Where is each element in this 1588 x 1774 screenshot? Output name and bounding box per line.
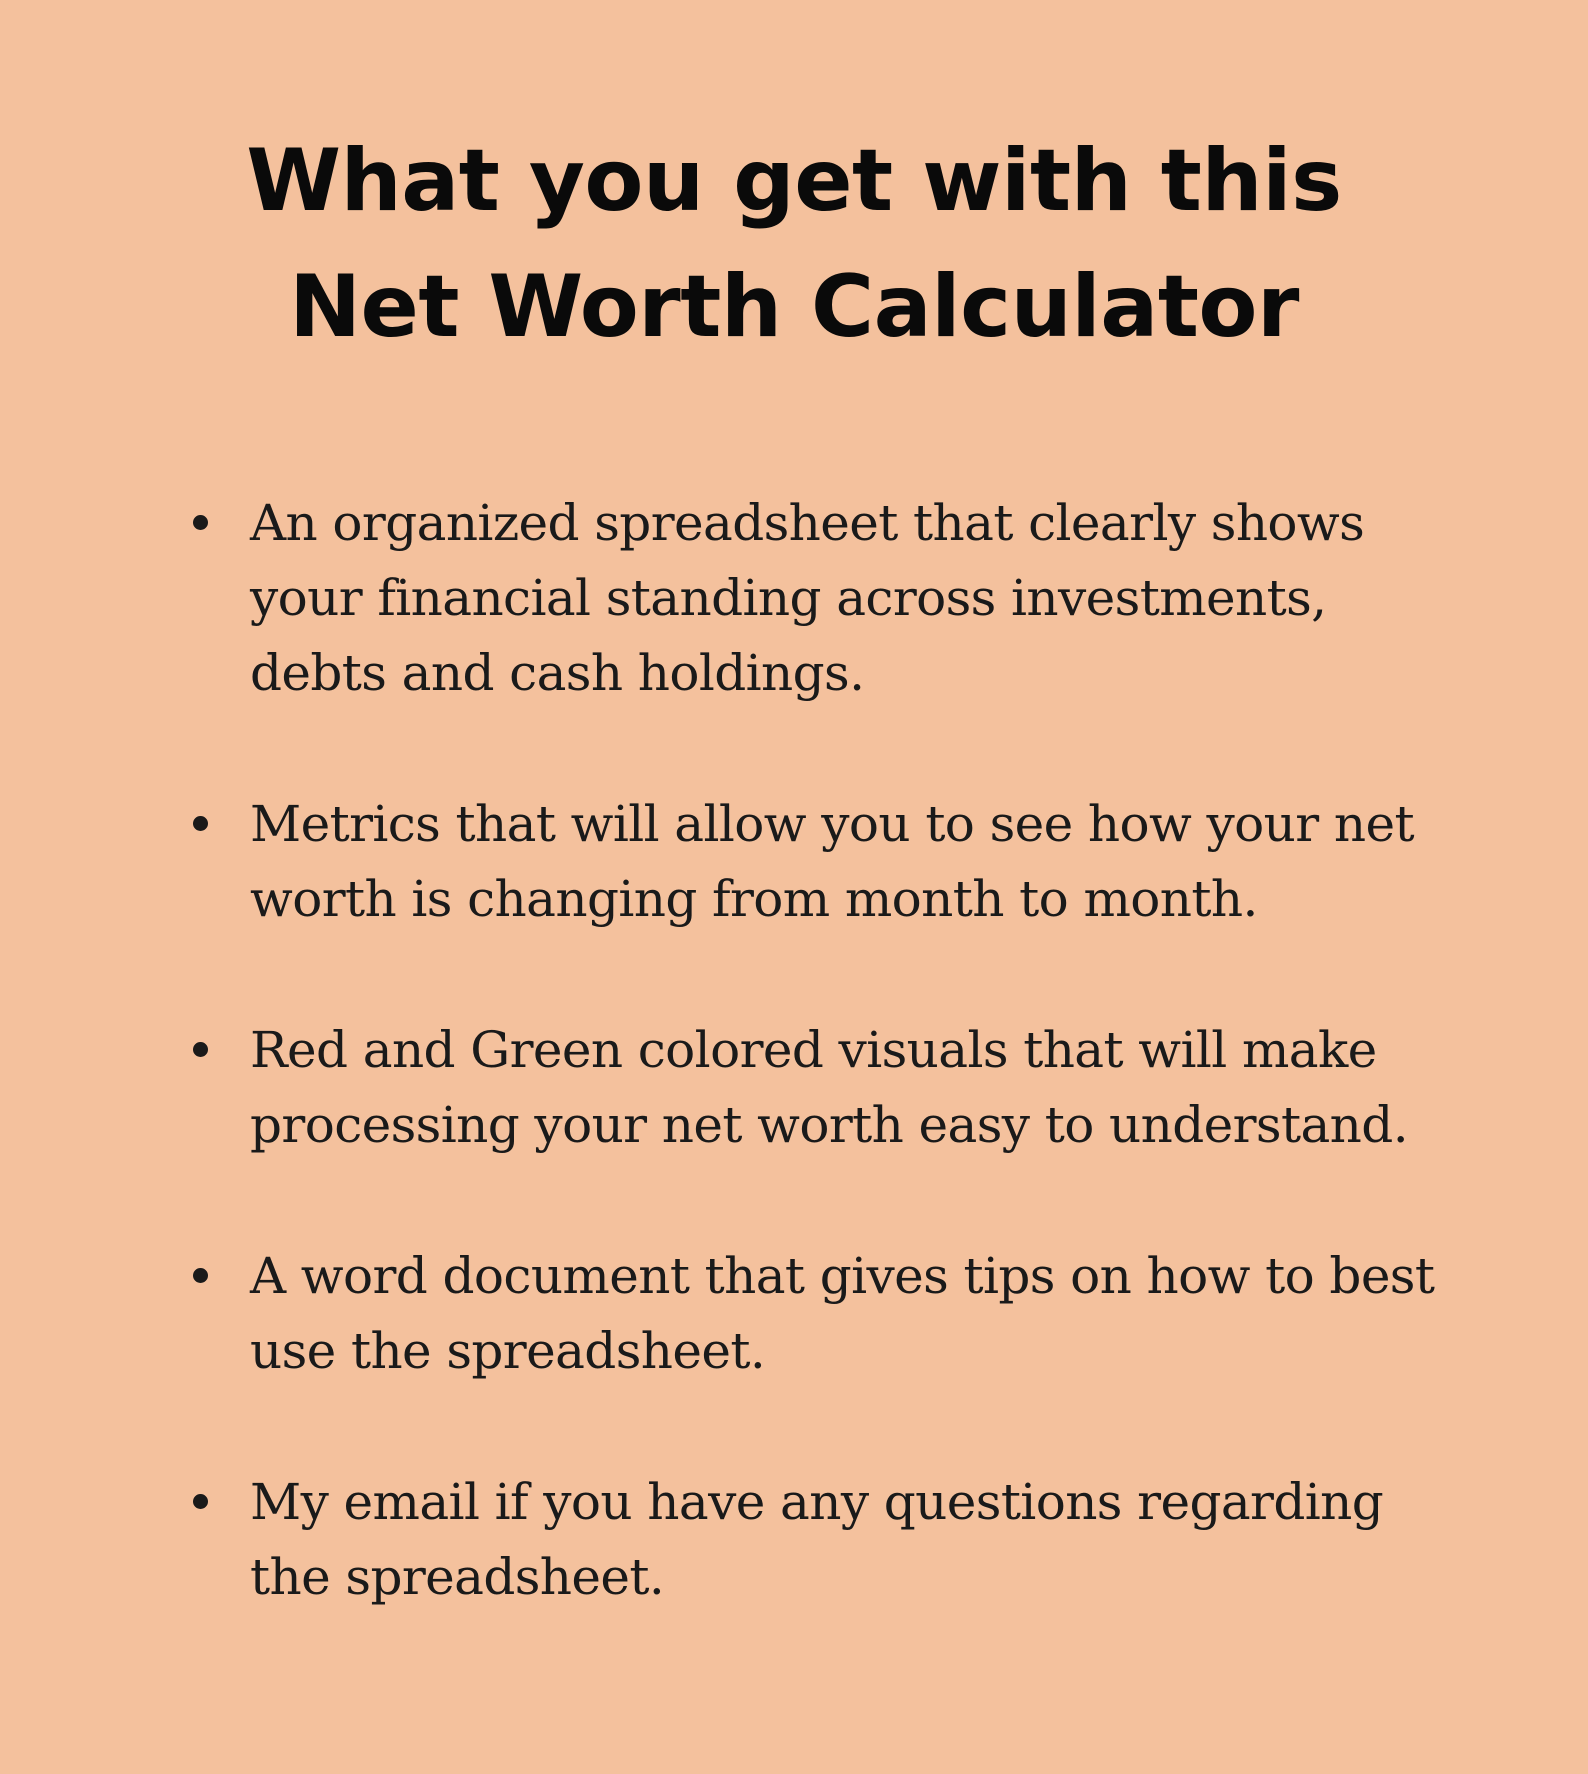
feature-text: Metrics that will allow you to see how your net worth is changing from month to month. — [250, 795, 1414, 928]
list-item — [250, 1013, 1450, 1163]
list-item — [250, 1465, 1450, 1615]
page-title — [0, 118, 1588, 370]
title-line-2: Net Worth Calculator — [289, 257, 1299, 357]
list-item — [250, 787, 1450, 937]
feature-text: A word document that gives tips on how to best use the spreadsheet. — [250, 1247, 1435, 1380]
feature-list — [250, 486, 1450, 1615]
bullet-icon — [193, 816, 208, 831]
bullet-icon — [193, 1042, 208, 1057]
bullet-icon — [193, 1494, 208, 1509]
bullet-icon — [193, 1268, 208, 1283]
list-item — [250, 486, 1450, 711]
feature-text: Red and Green colored visuals that will make processing your net worth easy to understand. — [250, 1021, 1408, 1154]
list-item — [250, 1239, 1450, 1389]
bullet-icon — [193, 515, 208, 530]
feature-text: My email if you have any questions regarding the spreadsheet. — [250, 1473, 1384, 1606]
feature-text: An organized spreadsheet that clearly shows your financial standing across investments, debts and cash holdings. — [250, 494, 1365, 702]
title-line-1: What you get with this — [246, 131, 1342, 231]
